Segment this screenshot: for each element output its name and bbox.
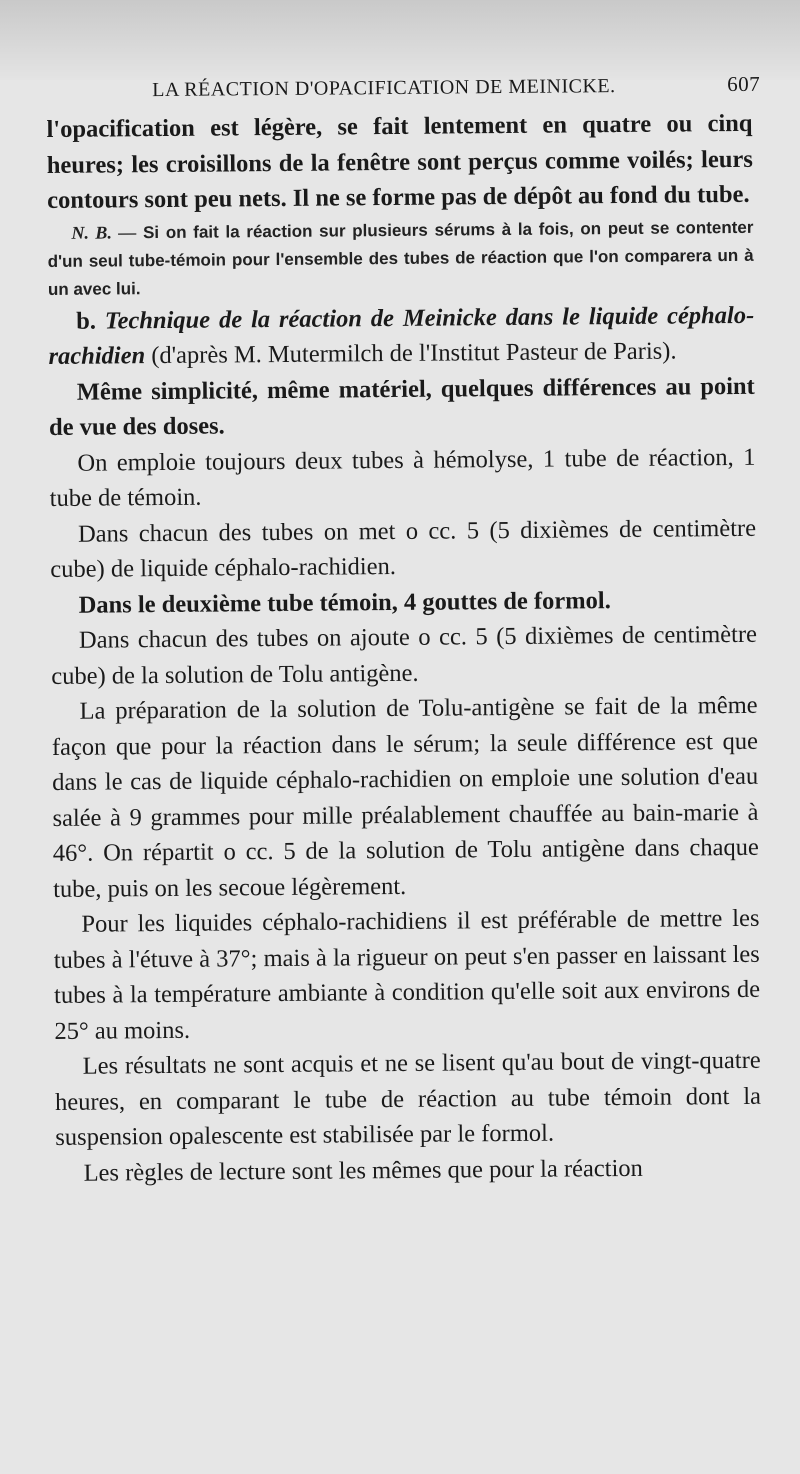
note-label: N. B. — xyxy=(71,221,137,243)
note-paragraph xyxy=(47,212,754,303)
note-text: Si on fait la réaction sur plusieurs sérums à la fois, on peut se contenter d'un seul tube-témoin pour l'ensemble des tubes de réaction que l'on comparera un à un avec lui. xyxy=(47,217,754,299)
paragraph-10: Les règles de lecture sont les mêmes que pour la réaction xyxy=(83,1154,643,1187)
running-header xyxy=(46,64,761,112)
body-text xyxy=(46,106,761,1191)
section-title: Technique de la réaction de Meinicke dans le liquide céphalo-rachidien xyxy=(48,301,755,370)
text-block xyxy=(46,64,762,1191)
paragraph-1: l'opacification est légère, se fait lentement en quatre ou cinq heures; les croisillons de la fenêtre sont perçus comme voilés; leurs contours sont peu nets. Il ne se forme pas de dépôt au fond du tube. xyxy=(46,109,753,214)
paragraph-3: On emploie toujours deux tubes à hémolyse, 1 tube de réaction, 1 tube de témoin. xyxy=(49,443,756,512)
paragraph-4: Dans chacun des tubes on met o cc. 5 (5 dixièmes de centimètre cube) de liquide céphalo-rachidien. xyxy=(50,514,757,583)
paragraph-6: Dans chacun des tubes on ajoute o cc. 5 (5 dixièmes de centimètre cube) de la solution de Tolu antigène. xyxy=(51,620,758,690)
running-header-title: LA RÉACTION D'OPACIFICATION DE MEINICKE. xyxy=(152,75,616,102)
paragraph-5: Dans le deuxième tube témoin, 4 gouttes de formol. xyxy=(78,586,611,619)
paragraph-2: Même simplicité, même matériel, quelques différences au point de vue des doses. xyxy=(49,372,755,441)
section-heading xyxy=(48,297,755,374)
page-number: 607 xyxy=(727,71,761,97)
section-title-rest: (d'après M. Mutermilch de l'Institut Pasteur de Paris). xyxy=(151,337,677,370)
paragraph-9: Les résultats ne sont acquis et ne se lisent qu'au bout de vingt-quatre heures, en comparant le tube de réaction au tube témoin dont la suspension opalescente est stabilisée par le formol. xyxy=(54,1046,762,1151)
paragraph-7: La préparation de la solution de Tolu-antigène se fait de la même façon que pour la réaction dans le sérum; la seule différence est que dans le cas de liquide céphalo-rachidien on emploie une solution d'eau salée à 9 grammes pour mille préalablement chauffée au bain-marie à 46°. On répartit o cc. 5 de la solution de Tolu antigène dans chaque tube, puis on les secoue légèrement. xyxy=(51,691,759,903)
paragraph-8: Pour les liquides céphalo-rachidiens il est préférable de mettre les tubes à l'étuve à 37°; mais à la rigueur on peut s'en passer en laissant les tubes à la température ambiante à condition qu'elle soit aux environs de 25° au moins. xyxy=(53,904,761,1045)
section-letter: b. xyxy=(76,307,97,335)
